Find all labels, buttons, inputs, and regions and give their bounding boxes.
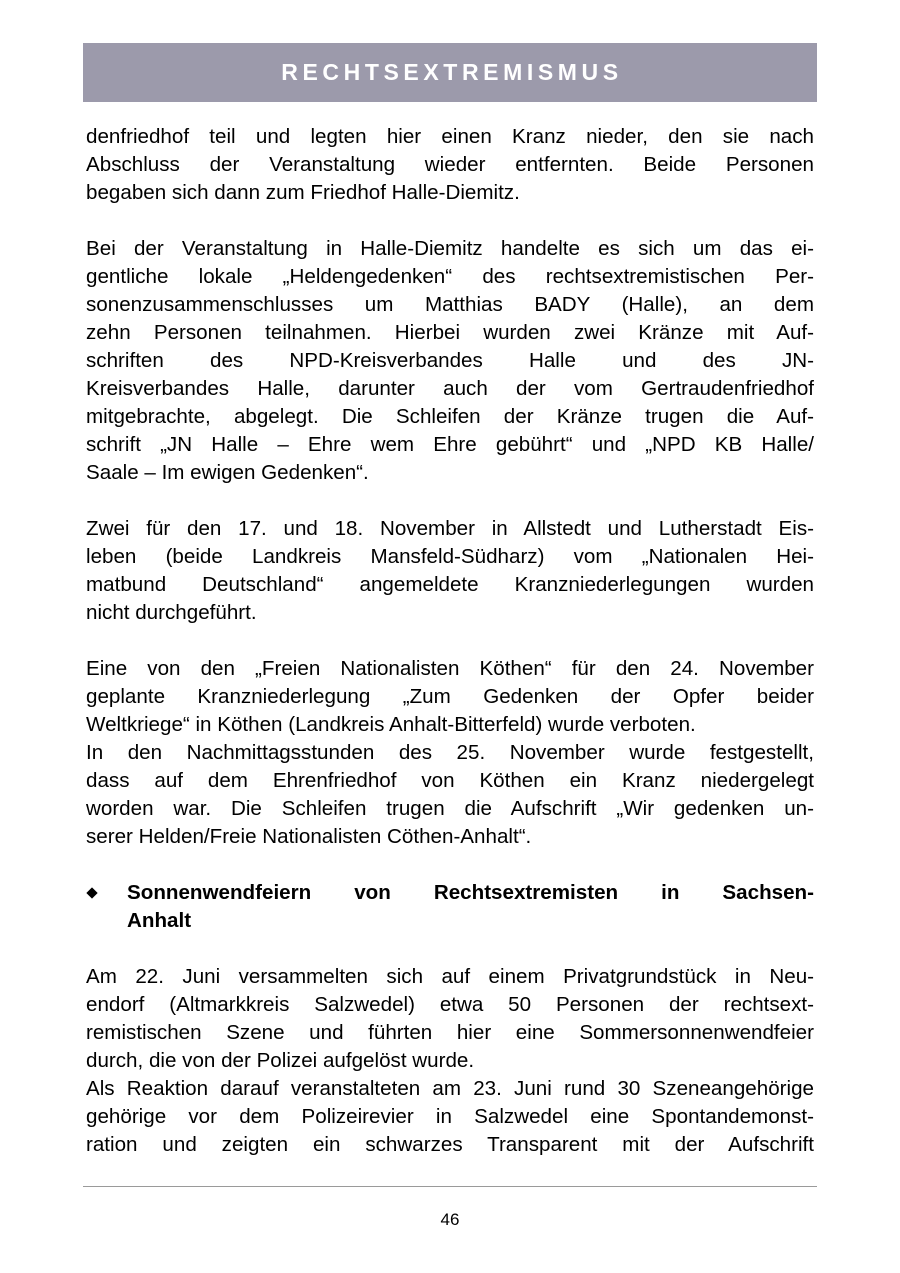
text-line: schrift „JN Halle – Ehre wem Ehre gebührt“ und „NPD KB Halle/ [86,433,814,456]
text-line: In den Nachmittagsstunden des 25. November wurde festgestellt, [86,741,814,764]
text-line: mitgebrachte, abgelegt. Die Schleifen der Kränze trugen die Auf- [86,405,814,428]
text-line: durch, die von der Polizei aufgelöst wurde. [86,1049,475,1072]
text-line: gehörige vor dem Polizeirevier in Salzwedel eine Spontandemonst- [86,1105,814,1128]
text-line: Bei der Veranstaltung in Halle-Diemitz handelte es sich um das ei- [86,237,814,260]
paragraph [86,655,814,851]
paragraph [86,235,814,487]
footer-divider [83,1186,817,1187]
text-line: zehn Personen teilnahmen. Hierbei wurden zwei Kränze mit Auf- [86,321,814,344]
text-line: Abschluss der Veranstaltung wieder entfernten. Beide Personen [86,153,814,176]
text-line: dass auf dem Ehrenfriedhof von Köthen ein Kranz niedergelegt [86,769,814,792]
section-heading-line: Anhalt [127,909,192,932]
text-line: remistischen Szene und führten hier eine Sommersonnenwendfeier [86,1021,814,1044]
text-line: schriften des NPD-Kreisverbandes Halle und des JN- [86,349,814,372]
diamond-bullet-icon [86,879,98,907]
text-line: worden war. Die Schleifen trugen die Aufschrift „Wir gedenken un- [86,797,814,820]
text-line: geplante Kranzniederlegung „Zum Gedenken der Opfer beider [86,685,814,708]
paragraph [86,963,814,1159]
header-title: RECHTSEXTREMISMUS [281,59,623,85]
text-line: serer Helden/Freie Nationalisten Cöthen-Anhalt“. [86,825,532,848]
paragraph [86,515,814,627]
text-line: Weltkriege“ in Köthen (Landkreis Anhalt-Bitterfeld) wurde verboten. [86,713,696,736]
text-line: Zwei für den 17. und 18. November in Allstedt und Lutherstadt Eis- [86,517,814,540]
section-heading [86,879,814,935]
text-line: sonenzusammenschlusses um Matthias BADY (Halle), an dem [86,293,814,316]
text-line: ration und zeigten ein schwarzes Transparent mit der Aufschrift [86,1133,814,1156]
text-line: begaben sich dann zum Friedhof Halle-Diemitz. [86,181,520,204]
paragraph [86,123,814,207]
text-line: nicht durchgeführt. [86,601,257,624]
running-header [83,43,817,102]
text-line: Am 22. Juni versammelten sich auf einem Privatgrundstück in Neu- [86,965,814,988]
text-line: Kreisverbandes Halle, darunter auch der vom Gertraudenfriedhof [86,377,814,400]
text-line: matbund Deutschland“ angemeldete Kranzniederlegungen wurden [86,573,814,596]
page-body [86,123,814,1159]
text-line: endorf (Altmarkkreis Salzwedel) etwa 50 Personen der rechtsext- [86,993,814,1016]
text-line: Als Reaktion darauf veranstalteten am 23. Juni rund 30 Szeneangehörige [86,1077,814,1100]
text-line: gentliche lokale „Heldengedenken“ des rechtsextremistischen Per- [86,265,814,288]
text-line: denfriedhof teil und legten hier einen Kranz nieder, den sie nach [86,125,814,148]
text-line: leben (beide Landkreis Mansfeld-Südharz) vom „Nationalen Hei- [86,545,814,568]
section-heading-line: Sonnenwendfeiern von Rechtsextremisten in Sachsen- [127,881,814,904]
text-line: Eine von den „Freien Nationalisten Köthen“ für den 24. November [86,657,814,680]
text-line: Saale – Im ewigen Gedenken“. [86,461,369,484]
page-number: 46 [440,1210,460,1229]
